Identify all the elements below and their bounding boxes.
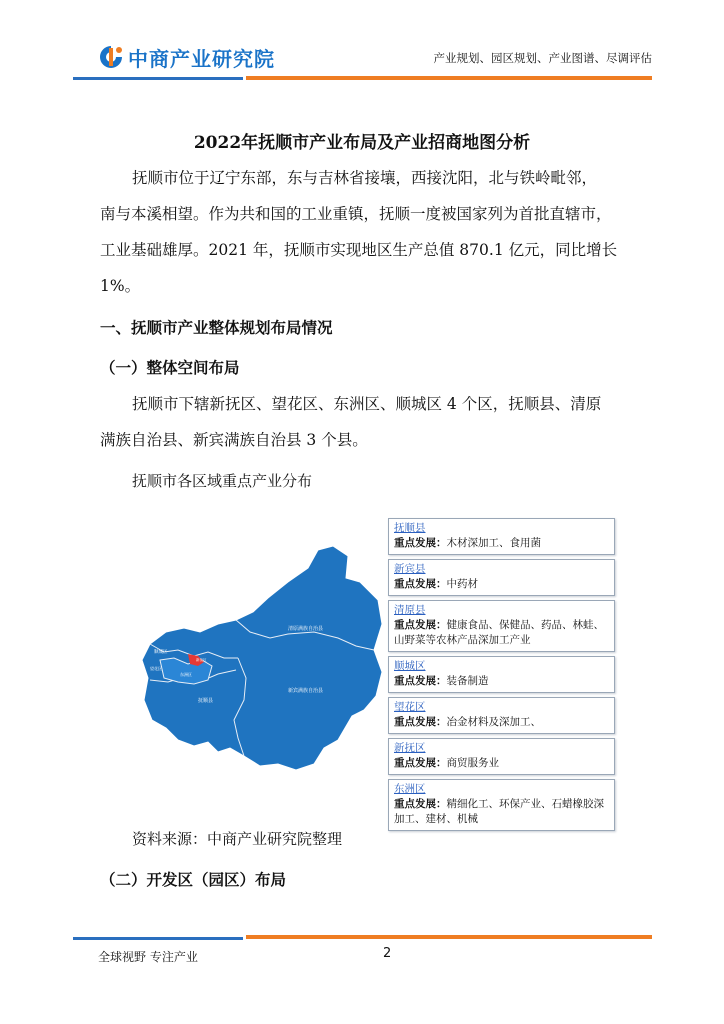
footer-rule-blue <box>73 937 243 940</box>
legend-item <box>388 697 615 734</box>
source-note: 资料来源：中商产业研究院整理 <box>132 830 343 848</box>
legend-key-label: 重点发展： <box>394 578 447 590</box>
intro-line: 1%。 <box>100 277 141 295</box>
map-label-dongzhou: 东洲区 <box>180 672 192 677</box>
header-tagline: 产业规划、园区规划、产业图谱、尽调评估 <box>433 51 652 65</box>
legend-key-label: 重点发展： <box>394 619 447 631</box>
logo-icon <box>98 44 124 70</box>
legend-item <box>388 779 615 831</box>
legend-key-label: 重点发展： <box>394 757 447 769</box>
subsection-heading: （一）整体空间布局 <box>100 359 240 377</box>
legend-item-name: 顺城区 <box>394 660 426 672</box>
legend-item <box>388 518 615 555</box>
legend-item-desc: 中药材 <box>446 578 478 590</box>
footer-slogan: 全球视野 专注产业 <box>98 950 198 964</box>
legend-item-desc: 健康食品、保健品、药品、林蛙、山野菜等农林产品深加工产业 <box>394 619 604 646</box>
map-label-shuncheng: 顺城区 <box>154 650 168 655</box>
district-line: 满族自治县、新宾满族自治县 3 个县。 <box>100 431 368 449</box>
intro-paragraph <box>100 160 648 304</box>
legend-item-name: 新宾县 <box>394 563 426 575</box>
industry-legend <box>388 518 615 835</box>
district-paragraph <box>100 386 648 458</box>
map-region-main <box>142 546 382 770</box>
intro-line: 抚顺市位于辽宁东部，东与吉林省接壤，西接沈阳，北与铁岭毗邻， <box>132 169 598 187</box>
figure-caption: 抚顺市各区域重点产业分布 <box>132 472 313 490</box>
legend-item-desc: 商贸服务业 <box>446 757 499 769</box>
map-label-qingyuan: 清原满族自治县 <box>288 626 324 632</box>
legend-item <box>388 600 615 652</box>
legend-item <box>388 656 615 693</box>
intro-line: 工业基础雄厚。2021 年，抚顺市实现地区生产总值 870.1 亿元，同比增长 <box>100 241 618 259</box>
legend-key-label: 重点发展： <box>394 798 447 810</box>
legend-item <box>388 559 615 596</box>
map-label-xinfu: 新抚区 <box>196 658 207 662</box>
legend-key-label: 重点发展： <box>394 675 447 687</box>
map-label-fushun-county: 抚顺县 <box>198 698 214 704</box>
district-line: 抚顺市下辖新抚区、望花区、东洲区、顺城区 4 个区，抚顺县、清原 <box>132 395 602 413</box>
legend-item-name: 新抚区 <box>394 742 426 754</box>
intro-line: 南与本溪相望。作为共和国的工业重镇，抚顺一度被国家列为首批直辖市， <box>100 205 612 223</box>
legend-item-desc: 木材深加工、食用菌 <box>446 537 541 549</box>
legend-item-name: 抚顺县 <box>394 522 426 534</box>
legend-item <box>388 738 615 775</box>
legend-item-desc: 装备制造 <box>446 675 489 687</box>
fushun-map <box>138 520 388 790</box>
page-header <box>0 0 724 90</box>
logo-text: 中商产业研究院 <box>128 46 275 71</box>
logo <box>98 42 275 72</box>
legend-key-label: 重点发展： <box>394 716 447 728</box>
section-heading: 一、抚顺市产业整体规划布局情况 <box>100 319 333 337</box>
document-title: 2022年抚顺市产业布局及产业招商地图分析 <box>193 133 531 153</box>
legend-item-desc: 冶金材料及深加工、 <box>446 716 541 728</box>
legend-key-label: 重点发展： <box>394 537 447 549</box>
header-rule-blue <box>73 77 243 80</box>
subsection-heading: （二）开发区（园区）布局 <box>100 871 287 889</box>
page-number: 2 <box>383 946 392 961</box>
map-label-xinbin: 新宾满族自治县 <box>288 688 324 694</box>
map-label-wanghua: 望花区 <box>150 666 162 671</box>
legend-item-name: 清原县 <box>394 604 426 616</box>
legend-item-name: 东洲区 <box>394 783 426 795</box>
legend-item-desc: 精细化工、环保产业、石蜡橡胶深加工、建材、机械 <box>394 798 604 825</box>
footer-rule-orange <box>246 935 652 939</box>
header-rule-orange <box>246 76 652 80</box>
legend-item-name: 望花区 <box>394 701 426 713</box>
